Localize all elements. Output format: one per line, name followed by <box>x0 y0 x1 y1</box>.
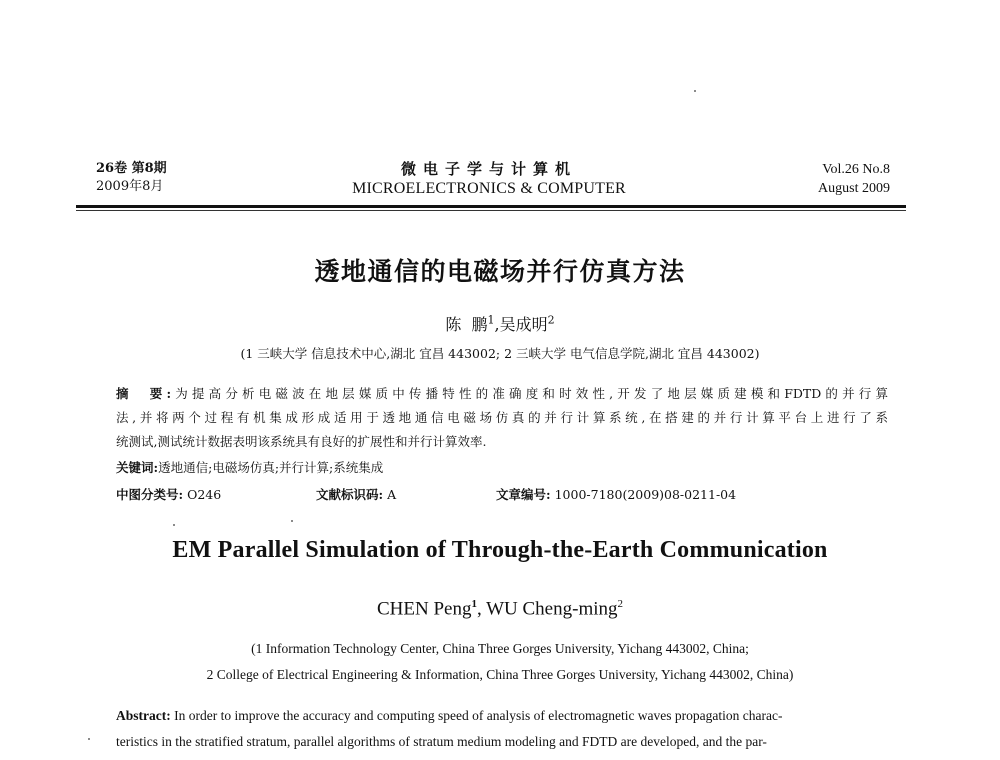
abstract-cn-line1 <box>116 382 888 406</box>
abstract-en-text1: In order to improve the accuracy and computing speed of analysis of electromagnetic waves propagation charac- <box>174 708 783 723</box>
header-rule-thick <box>76 205 906 208</box>
date-en: August 2009 <box>818 181 890 196</box>
author1-cn-sup: 1 <box>487 313 495 327</box>
classification-row <box>116 485 888 503</box>
author1-en-sup: 1 <box>471 598 477 610</box>
abstract-en-label: Abstract: <box>116 708 171 723</box>
volume-issue-cn: 26卷 第8期 <box>96 161 167 176</box>
scan-speck <box>694 90 696 92</box>
scan-speck <box>291 520 293 522</box>
journal-header <box>76 160 902 204</box>
article-number-value: 1000-7180(2009)08-0211-04 <box>554 487 737 502</box>
article-number <box>496 485 736 503</box>
paper-title-cn: 透地通信的电磁场并行仿真方法 <box>314 257 686 286</box>
author2-en-sup: 2 <box>617 598 624 610</box>
keywords-cn <box>116 458 383 476</box>
scan-speck <box>173 524 175 526</box>
author2-en: , WU Cheng-ming <box>476 598 618 620</box>
header-center <box>76 160 902 198</box>
journal-name-en: MICROELECTRONICS & COMPUTER <box>352 180 626 197</box>
abstract-cn-label: 摘 要: <box>116 386 172 401</box>
author2-cn-sup: 2 <box>547 313 555 327</box>
keywords-cn-label: 关键词: <box>116 460 159 475</box>
abstract-cn-line3: 统测试,测试统计数据表明该系统具有良好的扩展性和并行计算效率. <box>116 434 487 449</box>
header-right <box>818 160 890 198</box>
affiliation-en-line2: 2 College of Electrical Engineering & Information, China Three Gorges University, Yichang 443002, China) <box>206 667 794 682</box>
authors-en <box>0 598 1000 620</box>
clc-number <box>116 485 221 503</box>
author1-en: CHEN Peng <box>376 598 472 620</box>
author2-cn: ,吴成明 <box>494 315 548 334</box>
header-rule-thin <box>76 210 906 211</box>
abstract-cn <box>116 382 888 454</box>
authors-cn <box>0 312 1000 335</box>
author1-cn: 陈 鹏 <box>445 315 488 334</box>
clc-value: O246 <box>187 487 222 502</box>
abstract-en <box>116 703 888 755</box>
keywords-cn-value: 透地通信;电磁场仿真;并行计算;系统集成 <box>158 460 384 475</box>
paper-title-en: EM Parallel Simulation of Through-the-Earth Communication <box>172 537 828 563</box>
volume-issue-en: Vol.26 No.8 <box>822 162 890 177</box>
article-number-label: 文章编号: <box>496 487 551 502</box>
date-cn: 2009年8月 <box>96 179 164 194</box>
abstract-cn-text1: 为提高分析电磁波在地层媒质中传播特性的准确度和时效性,开发了地层媒质建模和FDTD的并行算 <box>171 386 888 401</box>
abstract-en-line1 <box>116 703 888 729</box>
clc-label: 中图分类号: <box>116 487 184 502</box>
document-code-label: 文献标识码: <box>316 487 384 502</box>
affiliation-en <box>0 636 1000 688</box>
abstract-en-line2: teristics in the stratified stratum, parallel algorithms of stratum medium modeling and FDTD are developed, and the par- <box>116 734 767 749</box>
affiliation-en-line1: (1 Information Technology Center, China Three Gorges University, Yichang 443002, China; <box>251 641 749 656</box>
document-code <box>316 485 396 503</box>
journal-name-cn: 微电子学与计算机 <box>400 160 577 178</box>
scan-speck <box>88 738 90 740</box>
document-code-value: A <box>387 487 397 502</box>
abstract-cn-line2: 法,并将两个过程有机集成形成适用于透地通信电磁场仿真的并行计算系统,在搭建的并行计算平台上进行了系 <box>116 410 888 425</box>
affiliation-cn: (1 三峡大学 信息技术中心,湖北 宜昌 443002; 2 三峡大学 电气信息学院,湖北 宜昌 443002) <box>240 346 760 361</box>
